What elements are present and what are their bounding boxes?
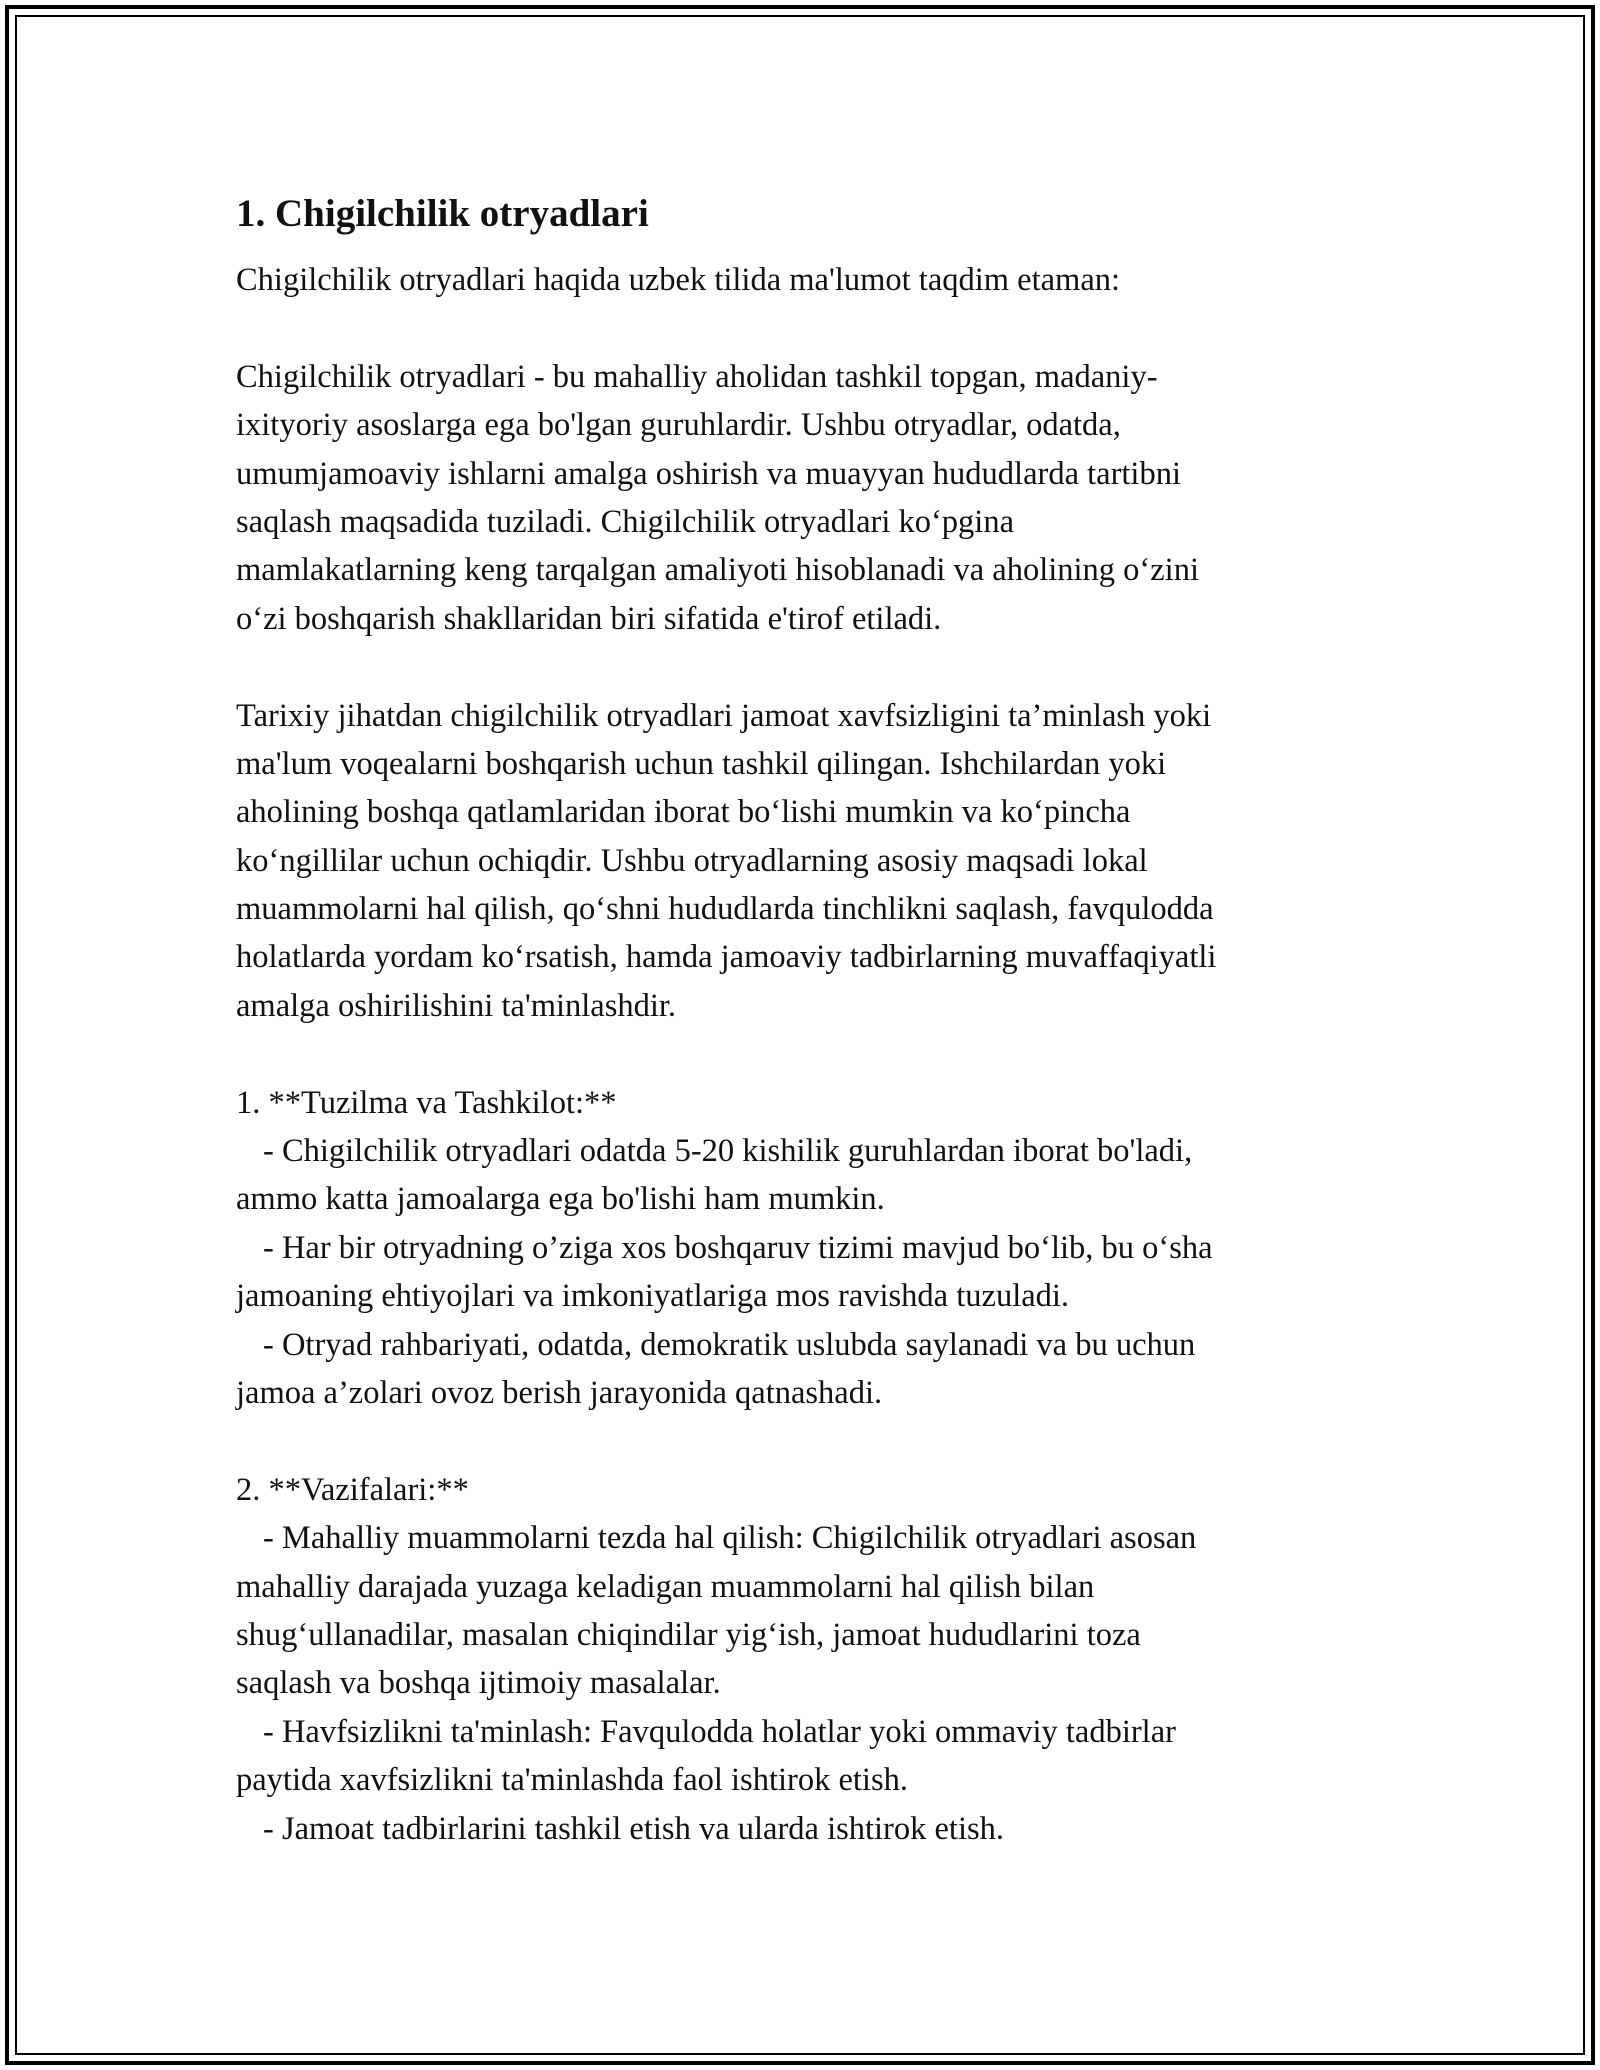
list-item-continuation: jamoaning ehtiyojlari va imkoniyatlariga mos ravishda tuzuladi.: [236, 1278, 1070, 1315]
paragraph-line: ixityoriy asoslarga ega bo'lgan guruhlardir. Ushbu otryadlar, odatda,: [236, 407, 1121, 444]
list-item: - Mahalliy muammolarni tezda hal qilish: Chigilchilik otryadlari asosan: [263, 1520, 1197, 1557]
list-item-continuation: mahalliy darajada yuzaga keladigan muammolarni hal qilish bilan: [236, 1568, 1095, 1605]
paragraph-1: [236, 353, 1366, 643]
list-item-continuation: jamoa a’zolari ovoz berish jarayonida qatnashadi.: [236, 1374, 883, 1411]
blank-line: [236, 304, 1366, 352]
list-item: - Chigilchilik otryadlari odatda 5-20 kishilik guruhlardan iborat bo'ladi,: [263, 1133, 1193, 1170]
paragraph-line: umumjamoaviy ishlarni amalga oshirish va muayyan hududlarda tartibni: [236, 455, 1181, 492]
paragraph-line: muammolarni hal qilish, qo‘shni hududlarda tinchlikni saqlash, favqulodda: [236, 891, 1214, 928]
list-item: - Havfsizlikni ta'minlash: Favqulodda holatlar yoki ommaviy tadbirlar: [263, 1713, 1176, 1750]
paragraph-line: Tarixiy jihatdan chigilchilik otryadlari jamoat xavfsizligini ta’minlash yoki: [236, 697, 1212, 734]
paragraph-line: o‘zi boshqarish shakllaridan biri sifatida e'tirof etiladi.: [236, 600, 942, 637]
document-body: [236, 186, 1366, 1853]
list-item: - Jamoat tadbirlarini tashkil etish va ularda ishtirok etish.: [263, 1810, 1005, 1847]
paragraph-line: saqlash maqsadida tuziladi. Chigilchilik otryadlari ko‘pgina: [236, 503, 1015, 540]
paragraph-line: ko‘ngillilar uchun ochiqdir. Ushbu otryadlarning asosiy maqsadi lokal: [236, 842, 1148, 879]
paragraph-line: mamlakatlarning keng tarqalgan amaliyoti hisoblanadi va aholining o‘zini: [236, 552, 1199, 589]
list-item: - Otryad rahbariyati, odatda, demokratik uslubda saylanadi va bu uchun: [263, 1326, 1196, 1363]
paragraph-line: ma'lum voqealarni boshqarish uchun tashkil qilingan. Ishchilardan yoki: [236, 745, 1167, 782]
blank-line: [236, 1030, 1366, 1078]
blank-line: [236, 643, 1366, 691]
section-structure: [236, 1079, 1366, 1418]
paragraph-line: amalga oshirilishini ta'minlashdir.: [236, 987, 677, 1024]
list-item: - Har bir otryadning o’ziga xos boshqaruv tizimi mavjud bo‘lib, bu o‘sha: [263, 1229, 1213, 1266]
section-duties: [236, 1466, 1366, 1853]
blank-line: [236, 1417, 1366, 1465]
document-title: 1. Chigilchilik otryadlari: [236, 192, 649, 235]
paragraph-line: Chigilchilik otryadlari - bu mahalliy aholidan tashkil topgan, madaniy-: [236, 358, 1158, 395]
intro-line: Chigilchilik otryadlari haqida uzbek tilida ma'lumot taqdim etaman:: [236, 262, 1121, 298]
list-item-continuation: ammo katta jamoalarga ega bo'lishi ham mumkin.: [236, 1181, 885, 1218]
section-heading: 1. **Tuzilma va Tashkilot:**: [236, 1084, 617, 1121]
paragraph-line: aholining boshqa qatlamlaridan iborat bo‘lishi mumkin va ko‘pincha: [236, 794, 1131, 831]
list-item-continuation: paytida xavfsizlikni ta'minlashda faol ishtirok etish.: [236, 1762, 908, 1799]
list-item-continuation: shug‘ullanadilar, masalan chiqindilar yig‘ish, jamoat hududlarini toza: [236, 1616, 1141, 1653]
section-heading: 2. **Vazifalari:**: [236, 1471, 469, 1508]
paragraph-2: [236, 692, 1366, 1031]
list-item-continuation: saqlash va boshqa ijtimoiy masalalar.: [236, 1665, 721, 1702]
paragraph-line: holatlarda yordam ko‘rsatish, hamda jamoaviy tadbirlarning muvaffaqiyatli: [236, 939, 1217, 976]
